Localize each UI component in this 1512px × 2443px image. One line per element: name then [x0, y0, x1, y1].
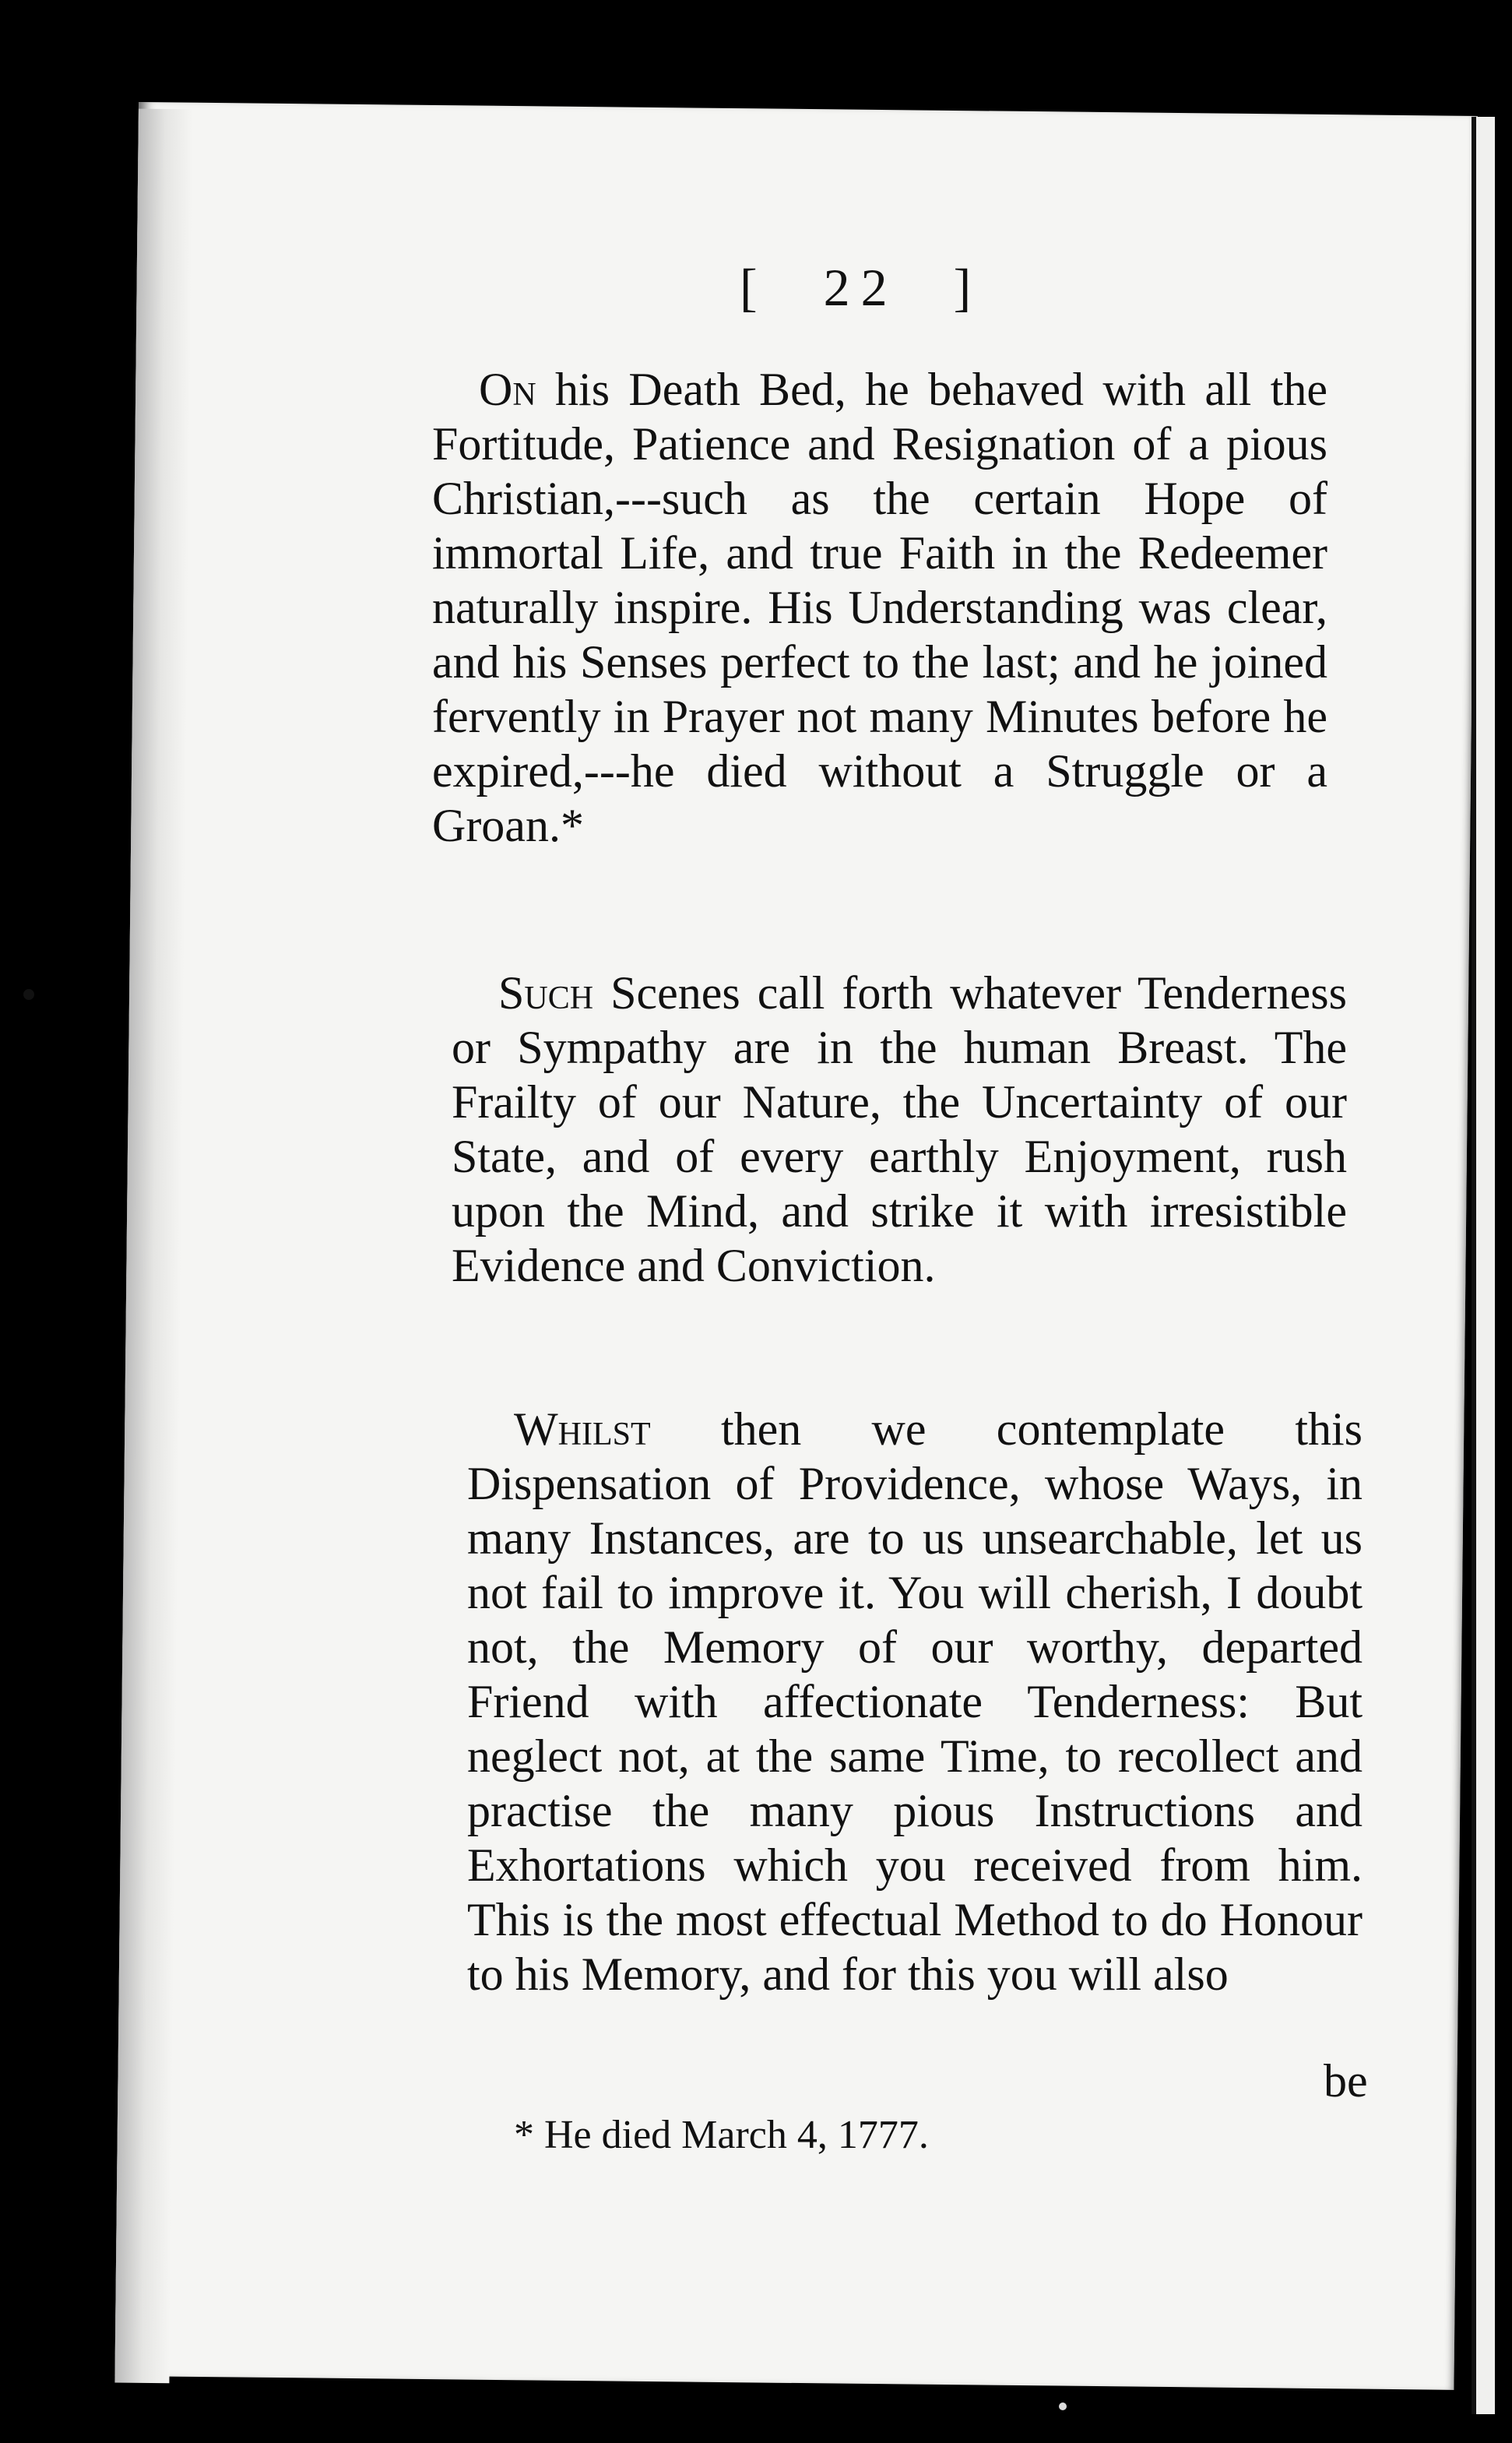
facing-page-edge	[1472, 117, 1495, 2414]
footnote: * He died March 4, 1777.	[514, 2113, 929, 2157]
paragraph-3-lead: Whilst	[514, 1403, 651, 1455]
paragraph-2	[452, 966, 1347, 1293]
page-number: [ 22 ]	[740, 258, 983, 317]
paragraph-1-text: his Death Bed, he behaved with all the Fortitude, Patience and Resignation of a pious Christian,---such as the certain Hope of immortal Life, and true Faith in the Redeemer naturally inspire. His Understanding was clear, and his Senses perfect to the last; and he joined fervently in Prayer not many Minutes before he expired,---he died without a Struggle or a Groan.*	[432, 364, 1327, 851]
paragraph-1-lead: On	[479, 364, 536, 415]
scan-speck	[1059, 2403, 1067, 2410]
paragraph-3-text: then we contemplate this Dispensation of Providence, whose Ways, in many Instances, are to us unsearchable, let us not fail to improve it. You will cherish, I doubt not, the Memory of our worthy, departed Friend with affectionate Tenderness: But neglect not, at the same Time, to recollect and practise the many pious Instructions and Exhortations which you received from him. This is the most effectual Method to do Honour to his Memory, and for this you will also	[467, 1403, 1363, 2000]
paragraph-2-lead: Such	[498, 967, 594, 1019]
catchword: be	[1324, 2055, 1368, 2107]
scan-speck	[23, 989, 34, 1000]
paragraph-1	[432, 362, 1327, 853]
paragraph-3	[467, 1402, 1363, 2001]
paragraph-2-text: Scenes call forth whatever Tenderness or Sympathy are in the human Breast. The Frailty of our Nature, the Uncertainty of our State, and of every earthly Enjoyment, rush upon the Mind, and strike it with irresistible Evidence and Conviction.	[452, 967, 1348, 1291]
